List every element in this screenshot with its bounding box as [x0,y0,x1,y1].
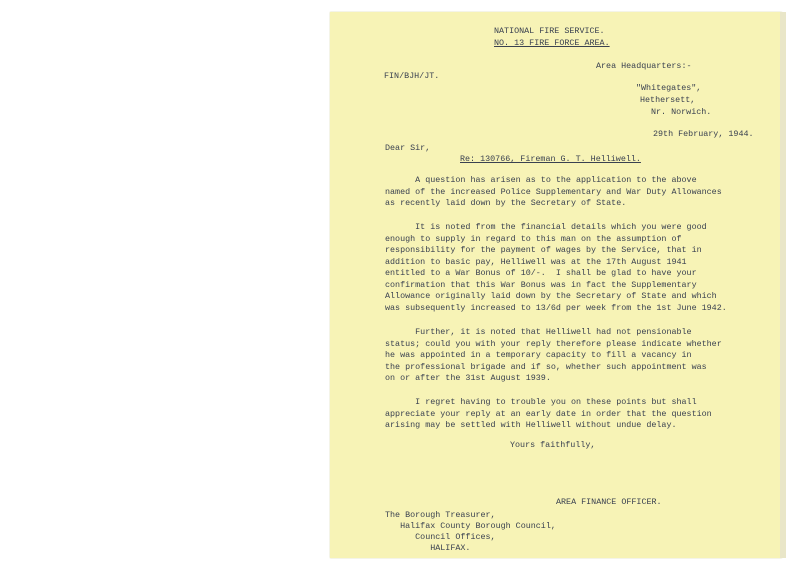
recipient-line: Council Offices, [385,532,496,542]
address-line-4: Nr. Norwich. [651,107,712,117]
salutation: Dear Sir, [385,143,431,153]
paragraph-line: entitled to a War Bonus of 10/-. I shall be glad to have your [385,268,697,278]
reference-code: FIN/BJH/JT. [384,71,440,81]
signature-title: AREA FINANCE OFFICER. [556,497,662,507]
address-line-2: "Whitegates", [636,83,702,93]
recipient-line: Halifax County Borough Council, [385,521,556,531]
paragraph-line: was subsequently increased to 13/6d per week from the 1st June 1942. [385,303,727,313]
paragraph-line: status; could you with your reply therefore please indicate whether [385,339,722,349]
letter-date: 29th February, 1944. [653,129,754,139]
paragraph-line: responsibility for the payment of wages by the Service, that in [385,245,702,255]
paragraph-line: confirmation that this War Bonus was in fact the Supplementary [385,280,697,290]
letterhead-line-1: NATIONAL FIRE SERVICE. [494,26,605,36]
paragraph-line: It is noted from the financial details which you were good [385,222,707,232]
paragraph-line: arising may be settled with Helliwell without undue delay. [385,420,677,430]
paragraph-line: on or after the 31st August 1939. [385,373,551,383]
page-edge [780,12,786,558]
paragraph-line: he was appointed in a temporary capacity to fill a vacancy in [385,350,692,360]
paragraph-line: addition to basic pay, Helliwell was at the 17th August 1941 [385,257,687,267]
paragraph-line: A question has arisen as to the application to the above [385,175,697,185]
paragraph-line: I regret having to trouble you on these points but shall [385,397,697,407]
address-line-1: Area Headquarters:- [596,61,692,71]
paragraph-line: the professional brigade and if so, whether such appointment was [385,362,707,372]
closing: Yours faithfully, [510,440,596,450]
paragraph-line: named of the increased Police Supplementary and War Duty Allowances [385,187,722,197]
paragraph-line: enough to supply in regard to this man on the assumption of [385,234,682,244]
recipient-line: The Borough Treasurer, [385,510,496,520]
paragraph-line: as recently laid down by the Secretary of State. [385,198,627,208]
letterhead-line-2: NO. 13 FIRE FORCE AREA. [494,38,610,48]
subject-line: Re: 130766, Fireman G. T. Helliwell. [460,154,641,164]
paragraph-line: Further, it is noted that Helliwell had not pensionable [385,327,692,337]
recipient-line: HALIFAX. [385,543,471,553]
paragraph-line: Allowance originally laid down by the Secretary of State and which [385,291,717,301]
paragraph-line: appreciate your reply at an early date in order that the question [385,409,712,419]
address-line-3: Hethersett, [640,95,696,105]
